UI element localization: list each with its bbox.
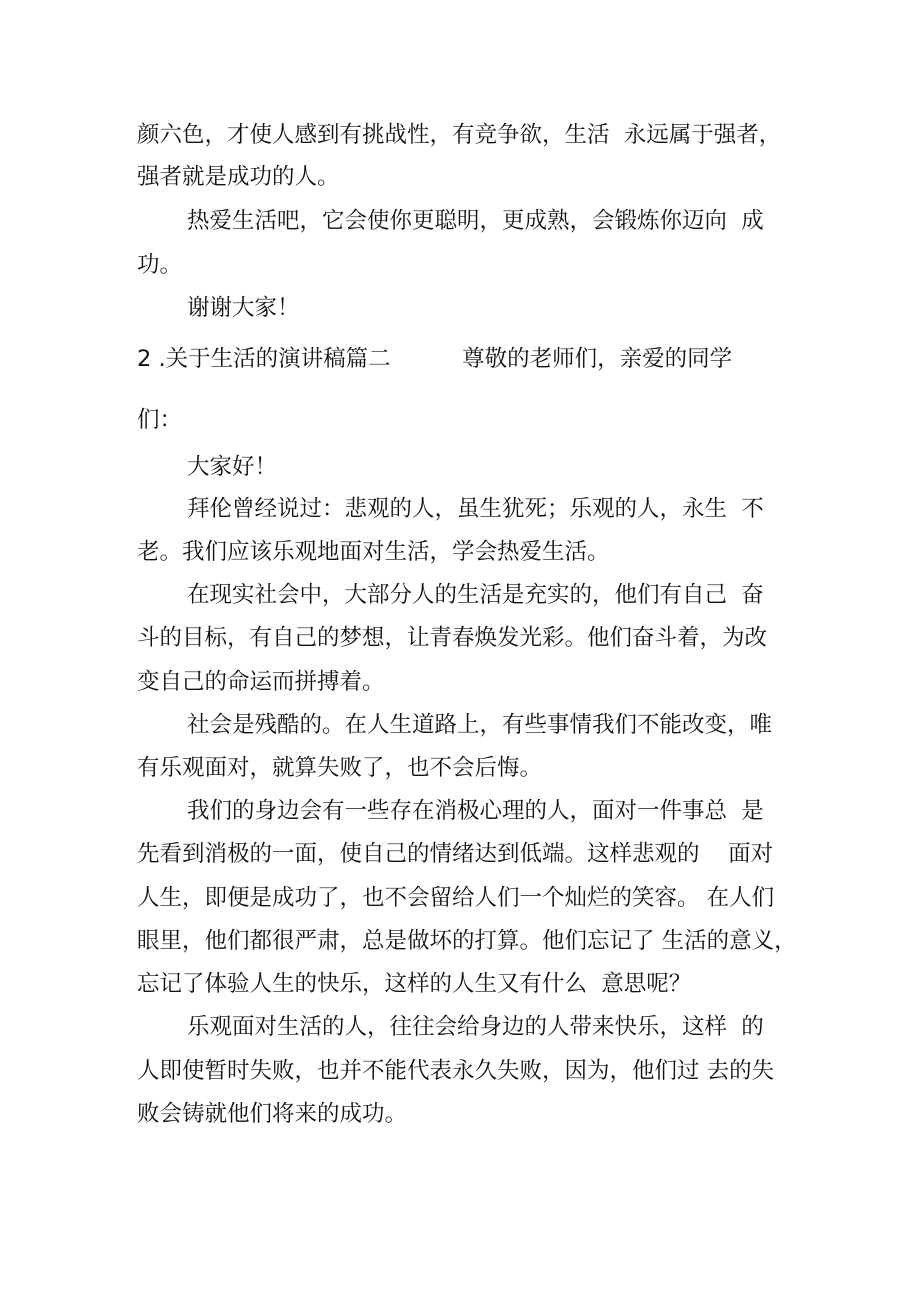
paragraph-line: 先看到消极的一面，使自己的情绪达到低端。这样悲观的 面对 bbox=[137, 841, 774, 867]
paragraph-line: 在现实社会中，大部分人的生活是充实的，他们有自己 奋 bbox=[187, 582, 764, 608]
paragraph-line: 拜伦曾经说过：悲观的人，虽生犹死；乐观的人，永生 不 bbox=[187, 496, 764, 522]
paragraph-line: 忘记了体验人生的快乐，这样的人生又有什么 意思呢？ bbox=[137, 971, 692, 997]
paragraph-line: 我们的身边会有一些存在消极心理的人，面对一件事总 是 bbox=[187, 798, 764, 824]
greeting-line: 大家好！ bbox=[187, 454, 278, 480]
paragraph-line: 老。我们应该乐观地面对生活，学会热爱生活。 bbox=[137, 539, 610, 565]
paragraph-line: 人即使暂时失败，也并不能代表永久失败，因为，他们过 去的失 bbox=[137, 1058, 775, 1084]
paragraph-line: 颜六色，才使人感到有挑战性，有竞争欲，生活 永远属于强者， bbox=[137, 122, 782, 148]
paragraph-line: 功。 bbox=[137, 252, 183, 278]
paragraph-line: 变自己的命运而拼搏着。 bbox=[137, 669, 385, 695]
paragraph-line: 强者就是成功的人。 bbox=[137, 164, 340, 190]
paragraph-line: 社会是残酷的。在人生道路上，有些事情我们不能改变，唯 bbox=[187, 712, 773, 738]
paragraph-line: 有乐观面对，就算失败了，也不会后悔。 bbox=[137, 755, 543, 781]
paragraph-line: 热爱生活吧，它会使你更聪明，更成熟，会锻炼你迈向 成 bbox=[187, 208, 764, 234]
section-heading: 2 .关于生活的演讲稿篇二 尊敬的老师们，亲爱的同学 bbox=[137, 346, 733, 372]
paragraph-line: 人生，即便是成功了，也不会留给人们一个灿烂的笑容。 在人们 bbox=[137, 885, 775, 911]
paragraph-line: 眼里，他们都很严肃，总是做坏的打算。他们忘记了 生活的意义， bbox=[137, 928, 797, 954]
paragraph-line: 斗的目标，有自己的梦想，让青春焕发光彩。他们奋斗着，为改 bbox=[137, 625, 768, 651]
paragraph-line: 乐观面对生活的人，往往会给身边的人带来快乐，这样 的 bbox=[187, 1014, 764, 1040]
paragraph-line: 败会铸就他们将来的成功。 bbox=[137, 1101, 408, 1127]
paragraph-line: 们： bbox=[137, 407, 183, 433]
closing-line: 谢谢大家！ bbox=[187, 295, 300, 321]
